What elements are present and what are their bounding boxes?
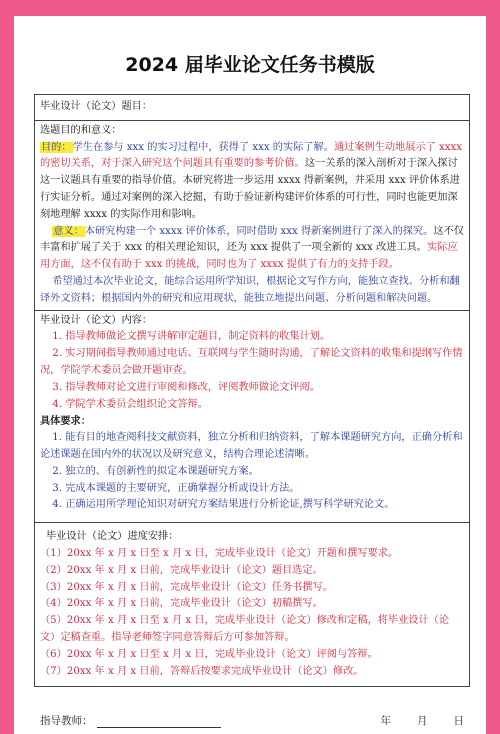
schedule-item-4: （4）20xx 年 x 月 x 日前，完成毕业设计（论文）初稿撰写。 <box>40 598 323 610</box>
requirement-item-1: 1. 能有目的地查阅科技文献资料，独立分析和归纳资料，了解本课题研究方向，正确分析和论述课题在国内外的状况以及研究意义，结构合理论述清晰。 <box>40 432 463 460</box>
page-title: 2024 届毕业论文任务书模版 <box>125 54 375 76</box>
meaning-tag: 意义： <box>53 225 84 237</box>
requirements-heading: 具体要求： <box>40 415 91 428</box>
schedule-heading: 毕业设计（论文）进度安排： <box>46 531 179 543</box>
date-year: 年 <box>380 715 391 727</box>
purpose-text-black: 这一关系的深入剖析对于深入探讨这一议题具有重要的指导价值。本研究将进一步运用 xxxx 得新案例，并采用 xxx 评价体系进行实证分析。通过对案例的深入挖掘，有助于验证新构建评价体系的可行性，同时也能更加深刻地理解 xxxx 的实际作用和影响。 <box>40 158 460 220</box>
schedule-item-7: （7）20xx 年 x 月 x 日前，答辩后按要求完成毕业设计（论文）修改。 <box>40 665 364 677</box>
purpose-text-blue: 学生在参与 xxx 的实习过程中，获得了 xxx 的实际了解。 <box>72 141 334 153</box>
purpose-heading: 选题目的和意义： <box>40 124 122 136</box>
purpose-paragraph <box>40 140 464 224</box>
schedule-item-1: （1）20xx 年 x 月 x 日至 x 月 x 日，完成毕业设计（论文）开题和撰写要求。 <box>40 547 399 559</box>
content-heading: 毕业设计（论文）内容： <box>40 314 153 326</box>
content-item-3: 3. 指导教师对论文进行审阅和修改，评阅教师做论文评阅。 <box>52 381 320 393</box>
meaning-text-blue: 本研究构建一个 xxxx 评价体系，同时借助 xxx 得新案例进行了深入的探究。 <box>84 225 434 237</box>
signature-date <box>355 713 465 728</box>
content-item-1: 1. 指导教师做论文撰写讲解审定题目，制定资料的收集计划。 <box>52 331 331 343</box>
content-section <box>35 311 469 524</box>
document-page <box>14 16 486 734</box>
requirement-item-4: 4. 正确运用所学理论知识对研究方案结果进行分析论证,撰写科学研究论文。 <box>52 499 395 511</box>
date-month: 月 <box>417 715 428 727</box>
date-day: 日 <box>453 715 464 727</box>
requirement-item-2: 2. 独立的、有创新性的拟定本课题研究方案。 <box>52 465 259 477</box>
meaning-text-red: 实际应用方面，这不仅有助于 xxx 的挑战，同时也为了 xxxx 提供了有力的支持手段。 <box>40 242 458 271</box>
signature-footer <box>40 713 470 728</box>
schedule-item-2: （2）20xx 年 x 月 x 日前，完成毕业设计（论文）题目选定。 <box>40 564 323 576</box>
schedule-item-5: （5）20xx 年 x 月 x 日至 x 月 x 日，完成毕业设计（论文）修改和定稿，将毕业设计（论文）定稿查重。指导老师签字同意答辩后方可参加答辩。 <box>40 615 450 643</box>
schedule-section <box>35 523 469 686</box>
topic-label: 毕业设计（论文）题目： <box>40 101 153 112</box>
purpose-text-red: 通过案例生动地展示了 xxxx 的密切关系，对于深入研究这个问题具有重要的参考价值。 <box>40 141 463 170</box>
schedule-item-6: （6）20xx 年 x 月 x 日至 x 月 x 日，完成毕业设计（论文）评阅与答辩。 <box>40 648 378 660</box>
meaning-text-black: 这不仅丰富和扩展了关于 xxx 的相关理论知识，还为 xxx 提供了一项全新的 xxx 改进工具。 <box>40 225 464 254</box>
purpose-section <box>35 121 469 311</box>
advisor-label: 指导教师： <box>40 715 93 727</box>
hope-paragraph: 希望通过本次毕业论文，能综合运用所学知识，根据论文写作方向，能独立查找、分析和翻译外文资料；根据国内外的研究和应用现状，能独立地提出问题、分析问题和解决问题。 <box>40 275 460 304</box>
topic-row <box>35 95 469 121</box>
task-table <box>34 94 470 687</box>
purpose-tag: 目的： <box>41 141 72 153</box>
meaning-paragraph <box>40 224 464 274</box>
content-item-4: 4. 学院学术委员会组织论文答辩。 <box>52 398 208 410</box>
advisor-signature-line[interactable] <box>97 716 221 728</box>
content-item-2: 2. 实习期间指导教师通过电话、互联网与学生随时沟通，了解论文资料的收集和提纲写作情况，学院学术委员会做开题审查。 <box>40 348 463 376</box>
schedule-item-3: （3）20xx 年 x 月 x 日前，完成毕业设计（论文）任务书撰写。 <box>40 581 333 593</box>
requirement-item-3: 3. 完成本课题的主要研究，正确掌握分析或设计方法。 <box>52 482 300 494</box>
